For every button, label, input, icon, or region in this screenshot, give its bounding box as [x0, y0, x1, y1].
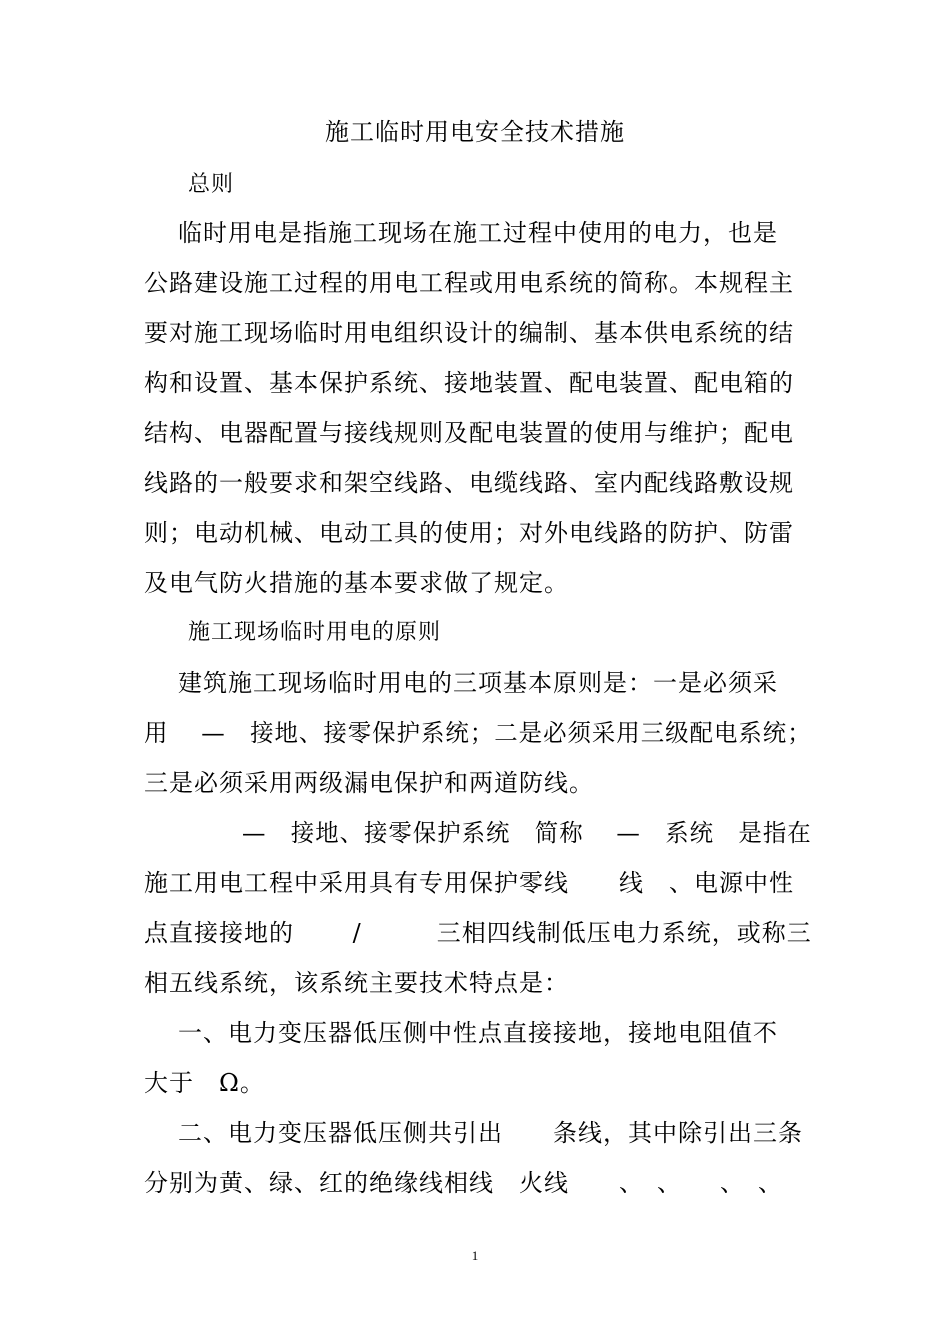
paragraph-line: — 接地、接零保护系统 简称 — 系统 是指在: [242, 819, 812, 847]
page-number: 1: [471, 1248, 479, 1263]
list-item-line: 大于 Ω。: [144, 1069, 265, 1097]
section-heading-general: 总则: [188, 172, 235, 197]
paragraph-line: 结构、电器配置与接线规则及配电装置的使用与维护；配电: [144, 419, 794, 447]
paragraph-line: 及电气防火措施的基本要求做了规定。: [144, 569, 569, 597]
paragraph-line: 构和设置、基本保护系统、接地装置、配电装置、配电箱的: [144, 369, 794, 397]
paragraph-line: 相五线系统，该系统主要技术特点是：: [144, 969, 569, 997]
list-item-line: 一、电力变压器低压侧中性点直接接地，接地电阻值不: [178, 1019, 778, 1047]
paragraph-line: 三是必须采用两级漏电保护和两道防线。: [144, 769, 594, 797]
paragraph-line: 临时用电是指施工现场在施工过程中使用的电力，也是: [178, 219, 778, 247]
document-title: 施工临时用电安全技术措施: [325, 118, 625, 146]
paragraph-line: 则；电动机械、电动工具的使用；对外电线路的防护、防雷: [144, 519, 794, 547]
paragraph-line: 要对施工现场临时用电组织设计的编制、基本供电系统的结: [144, 319, 794, 347]
paragraph-line: 用 — 接地、接零保护系统；二是必须采用三级配电系统；: [144, 719, 812, 747]
section-heading-principles: 施工现场临时用电的原则: [188, 620, 442, 645]
paragraph-line: 公路建设施工过程的用电工程或用电系统的简称。本规程主: [144, 269, 794, 297]
list-item-line: 分别为黄、绿、红的绝缘线相线 火线 、 、 、 、: [144, 1169, 783, 1197]
paragraph-line: 点直接接地的 / 三相四线制低压电力系统，或称三: [144, 919, 812, 947]
paragraph-line: 线路的一般要求和架空线路、电缆线路、室内配线路敷设规: [144, 469, 794, 497]
list-item-line: 二、电力变压器低压侧共引出 条线，其中除引出三条: [178, 1119, 803, 1147]
paragraph-line: 建筑施工现场临时用电的三项基本原则是：一是必须采: [178, 669, 778, 697]
paragraph-line: 施工用电工程中采用具有专用保护零线 线 、电源中性: [144, 869, 794, 897]
